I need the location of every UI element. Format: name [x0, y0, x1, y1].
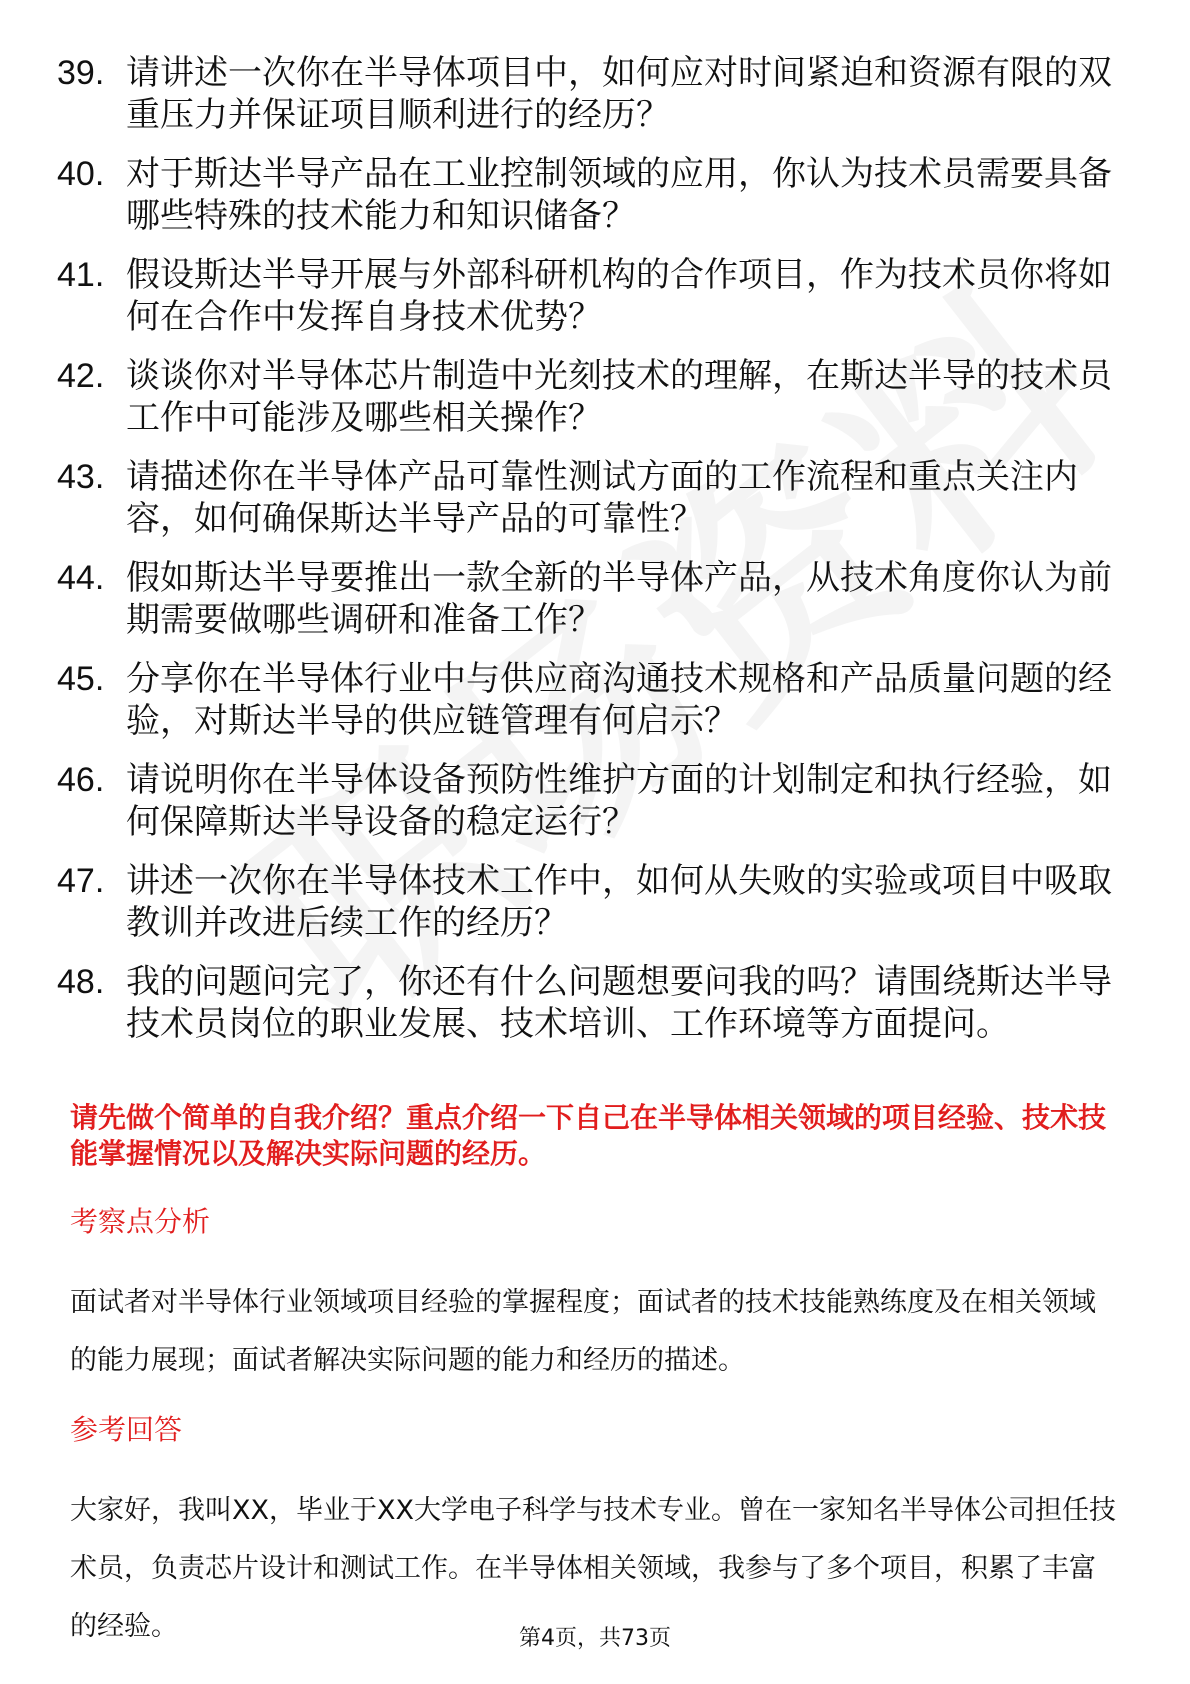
- question-item: [57, 52, 1117, 136]
- question-item: [57, 658, 1117, 742]
- question-text: 我的问题问完了，你还有什么问题想要问我的吗？请围绕斯达半导技术员岗位的职业发展、技术培训、工作环境等方面提问。: [126, 962, 1112, 1044]
- question-text: 假如斯达半导要推出一款全新的半导体产品，从技术角度你认为前期需要做哪些调研和准备工作？: [126, 558, 1112, 640]
- highlight-question: 请先做个简单的自我介绍？重点介绍一下自己在半导体相关领域的项目经验、技术技能掌握情况以及解决实际问题的经历。: [70, 1101, 1107, 1170]
- analysis-text: 面试者对半导体行业领域项目经验的掌握程度；面试者的技术技能熟练度及在相关领域的能力展现；面试者解决实际问题的能力和经历的描述。: [70, 1287, 1096, 1376]
- question-number: 45.: [57, 660, 105, 698]
- reference-text: 大家好，我叫XX，毕业于XX大学电子科学与技术专业。曾在一家知名半导体公司担任技术员，负责芯片设计和测试工作。在半导体相关领域，我参与了多个项目，积累了丰富的经验。: [70, 1495, 1116, 1642]
- question-text: 讲述一次你在半导体技术工作中，如何从失败的实验或项目中吸取教训并改进后续工作的经历？: [126, 861, 1112, 943]
- question-number: 39.: [57, 54, 105, 92]
- question-number: 43.: [57, 458, 105, 496]
- question-item: [57, 961, 1117, 1045]
- question-text: 请描述你在半导体产品可靠性测试方面的工作流程和重点关注内容，如何确保斯达半导产品的可靠性？: [126, 457, 1078, 539]
- question-text: 谈谈你对半导体芯片制造中光刻技术的理解，在斯达半导的技术员工作中可能涉及哪些相关操作？: [126, 356, 1112, 438]
- question-item: [57, 254, 1117, 338]
- question-text: 请讲述一次你在半导体项目中，如何应对时间紧迫和资源有限的双重压力并保证项目顺利进行的经历？: [126, 53, 1112, 135]
- question-item: [57, 557, 1117, 641]
- question-text: 对于斯达半导产品在工业控制领域的应用，你认为技术员需要具备哪些特殊的技术能力和知识储备？: [126, 154, 1112, 236]
- question-list: [57, 52, 1117, 1062]
- question-text: 假设斯达半导开展与外部科研机构的合作项目，作为技术员你将如何在合作中发挥自身技术优势？: [126, 255, 1112, 337]
- question-number: 48.: [57, 963, 105, 1001]
- question-text: 分享你在半导体行业中与供应商沟通技术规格和产品质量问题的经验，对斯达半导的供应链管理有何启示？: [126, 659, 1112, 741]
- question-text: 请说明你在半导体设备预防性维护方面的计划制定和执行经验，如何保障斯达半导设备的稳定运行？: [126, 760, 1112, 842]
- question-item: [57, 759, 1117, 843]
- question-item: [57, 153, 1117, 237]
- question-item: [57, 456, 1117, 540]
- question-number: 44.: [57, 559, 105, 597]
- question-number: 42.: [57, 357, 105, 395]
- question-number: 46.: [57, 761, 105, 799]
- question-number: 41.: [57, 256, 105, 294]
- question-item: [57, 355, 1117, 439]
- question-item: [57, 860, 1117, 944]
- analysis-heading: 考察点分析: [70, 1205, 211, 1238]
- question-number: 40.: [57, 155, 105, 193]
- page-number: 第4页，共73页: [519, 1626, 671, 1651]
- reference-heading: 参考回答: [70, 1413, 183, 1446]
- question-number: 47.: [57, 862, 105, 900]
